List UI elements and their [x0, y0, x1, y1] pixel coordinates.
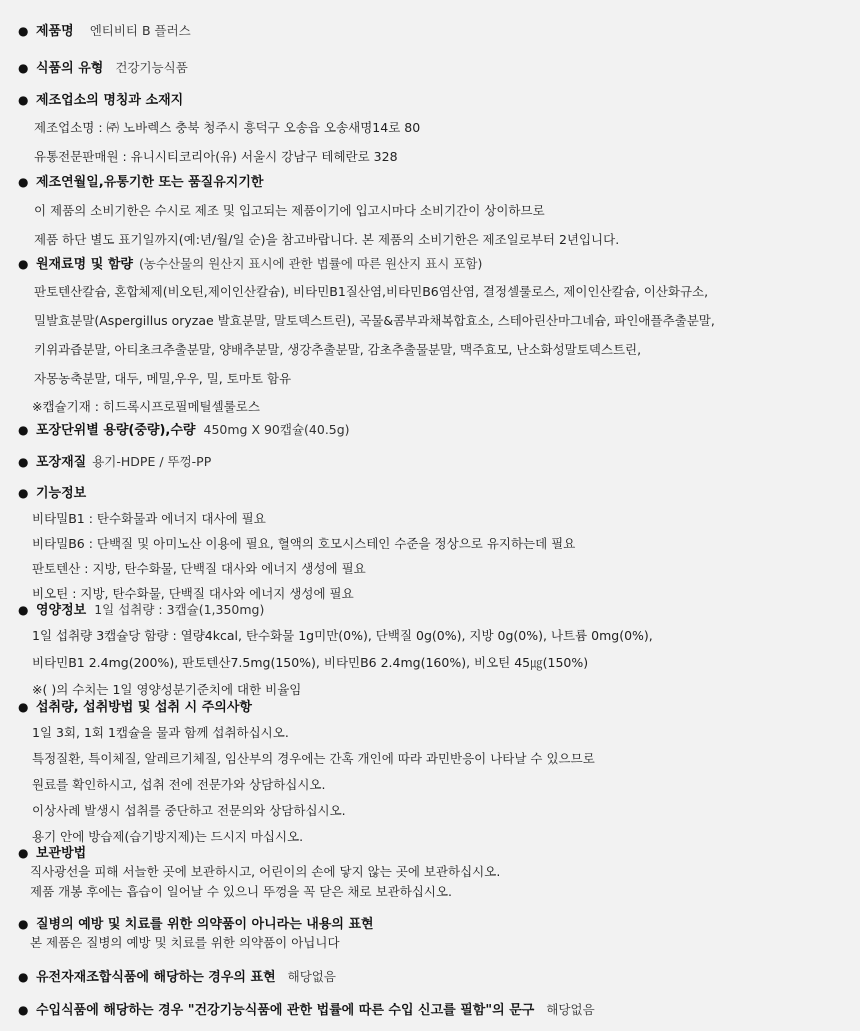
section-package-material [18, 451, 850, 470]
section-title: 식품의 유형 [36, 61, 104, 76]
section-expiry [18, 171, 850, 248]
section-title: 보관방법 [36, 846, 87, 861]
section-not-medicine [18, 913, 850, 951]
section-title: 제품명 [36, 24, 74, 39]
section-title: 포장재질 [36, 455, 87, 470]
text-line: 제조업소명 : ㈜ 노바렉스 충북 청주시 흥덕구 오송읍 오송새명14로 80 [34, 120, 421, 135]
bullet-icon: ● [18, 846, 29, 860]
text-line: 이 제품의 소비기한은 수시로 제조 및 입고되는 제품이기에 입고시마다 소비기간이 상이하므로 [34, 203, 545, 218]
text-line: 원료를 확인하시고, 섭취 전에 전문가와 상담하십시오. [32, 777, 326, 792]
section-title: 수입식품에 해당하는 경우 "건강기능식품에 관한 법률에 따른 수입 신고를 필함"의 문구 [36, 1003, 535, 1018]
text-line: 키위과즙분말, 아티초크추출분말, 양배추분말, 생강추출분말, 감초추출물분말, 맥주효모, 난소화성말토덱스트린, [34, 342, 642, 357]
bullet-icon: ● [18, 1003, 29, 1017]
bullet-icon: ● [18, 93, 29, 107]
section-title: 질병의 예방 및 치료를 위한 의약품이 아니라는 내용의 표현 [36, 917, 374, 932]
text-line: 이상사례 발생시 섭취를 중단하고 전문의와 상담하십시오. [32, 803, 346, 818]
section-value: 엔티비티 B 플러스 [89, 23, 191, 38]
section-value: 해당없음 [287, 969, 336, 984]
section-note: (농수산물의 원산지 표시에 관한 법률에 따른 원산지 표시 포함) [138, 256, 483, 271]
bullet-icon: ● [18, 486, 29, 500]
bullet-icon: ● [18, 423, 29, 437]
section-intake [18, 696, 850, 845]
text-line: ※( )의 수치는 1일 영양성분기준치에 대한 비율임 [32, 682, 302, 697]
text-line: 특정질환, 특이체질, 알레르기체질, 임산부의 경우에는 간혹 개인에 따라 과민반응이 나타날 수 있으므로 [32, 751, 595, 766]
section-value: 해당없음 [546, 1002, 595, 1017]
section-product-name [18, 20, 850, 39]
bullet-icon: ● [18, 175, 29, 189]
text-line: 제품 개봉 후에는 흡습이 일어날 수 있으니 뚜껑을 꼭 닫은 채로 보관하십시오. [30, 884, 453, 899]
text-line: 판토텐산 : 지방, 탄수화물, 단백질 대사와 에너지 생성에 필요 [32, 561, 366, 576]
section-title: 유전자재조합식품에 해당하는 경우의 표현 [36, 970, 276, 985]
section-package-unit [18, 419, 850, 438]
section-title: 기능정보 [36, 486, 87, 501]
bullet-icon: ● [18, 61, 29, 75]
text-line: 비오틴 : 지방, 탄수화물, 단백질 대사와 에너지 생성에 필요 [32, 586, 354, 601]
bullet-icon: ● [18, 257, 29, 271]
section-storage [18, 842, 850, 900]
text-line: 비타밀B6 : 단백질 및 아미노산 이용에 필요, 혈액의 호모시스테인 수준을 정상으로 유지하는데 필요 [32, 536, 576, 551]
section-title: 섭취량, 섭취방법 및 섭취 시 주의사항 [36, 700, 252, 715]
section-nutrition [18, 599, 850, 698]
bullet-icon: ● [18, 455, 29, 469]
section-manufacturer [18, 89, 850, 165]
text-line: 판토텐산칼슘, 혼합체제(비오틴,제이인산칼슘), 비타민B1질산염,비타민B6염산염, 결정셀룰로스, 제이인산칼슘, 이산화규소, [34, 284, 709, 299]
section-title: 제조연월일,유통기한 또는 품질유지기한 [36, 175, 264, 190]
section-title: 제조업소의 명칭과 소재지 [36, 93, 184, 108]
section-title: 영양정보 [36, 603, 87, 618]
section-import [18, 999, 850, 1018]
section-title: 원재료명 및 함량 [36, 257, 133, 272]
section-value: 450mg X 90캡슐(40.5g) [203, 422, 350, 437]
bullet-icon: ● [18, 603, 29, 617]
section-value: 건강기능식품 [115, 60, 188, 75]
text-line: 비타밀B1 : 탄수화물과 에너지 대사에 필요 [32, 511, 266, 526]
section-ingredients [18, 253, 850, 415]
bullet-icon: ● [18, 970, 29, 984]
section-food-type [18, 57, 850, 76]
text-line: 유통전문판매원 : 유니시티코리아(유) 서울시 강남구 테헤란로 328 [34, 149, 398, 164]
text-line: 비타민B1 2.4mg(200%), 판토텐산7.5mg(150%), 비타민B6 2.4mg(160%), 비오틴 45㎍(150%) [32, 655, 589, 670]
bullet-icon: ● [18, 700, 29, 714]
bullet-icon: ● [18, 917, 29, 931]
text-line: ※캡슐기재 : 히드록시프로필메틸셀룰로스 [32, 399, 260, 414]
text-line: 1일 섭취량 3캡슐당 함량 : 열량4kcal, 탄수화물 1g미만(0%), 단백질 0g(0%), 지방 0g(0%), 나트륨 0mg(0%), [32, 628, 653, 643]
section-title: 포장단위별 용량(중량),수량 [36, 423, 196, 438]
text-line: 용기 안에 방습제(습기방지제)는 드시지 마십시오. [32, 829, 304, 844]
text-line: 제품 하단 별도 표기일까지(예:년/월/일 순)을 참고바랍니다. 본 제품의 소비기한은 제조일로부터 2년입니다. [34, 232, 620, 247]
section-value: 용기-HDPE / 뚜껑-PP [92, 454, 212, 469]
section-function-info [18, 482, 850, 602]
text-line: 본 제품은 질병의 예방 및 치료를 위한 의약품이 아닙니다 [30, 935, 340, 950]
section-gmo [18, 966, 850, 985]
bullet-icon: ● [18, 24, 29, 38]
text-line: 직사광선을 피해 서늘한 곳에 보관하시고, 어린이의 손에 닿지 않는 곳에 보관하십시오. [30, 864, 501, 879]
text-line: 자몽농축분말, 대두, 메밀,우우, 밀, 토마토 함유 [34, 371, 292, 386]
text-line: 밀발효분말(Aspergillus oryzae 발효분말, 말토덱스트린), 곡물&콤부과채복합효소, 스테아린산마그네슘, 파인애플추출분말, [34, 313, 715, 328]
text-line: 1일 3회, 1회 1캡슐을 물과 함께 섭취하십시오. [32, 725, 289, 740]
section-value: 1일 섭취량 : 3캡슐(1,350mg) [94, 602, 265, 617]
